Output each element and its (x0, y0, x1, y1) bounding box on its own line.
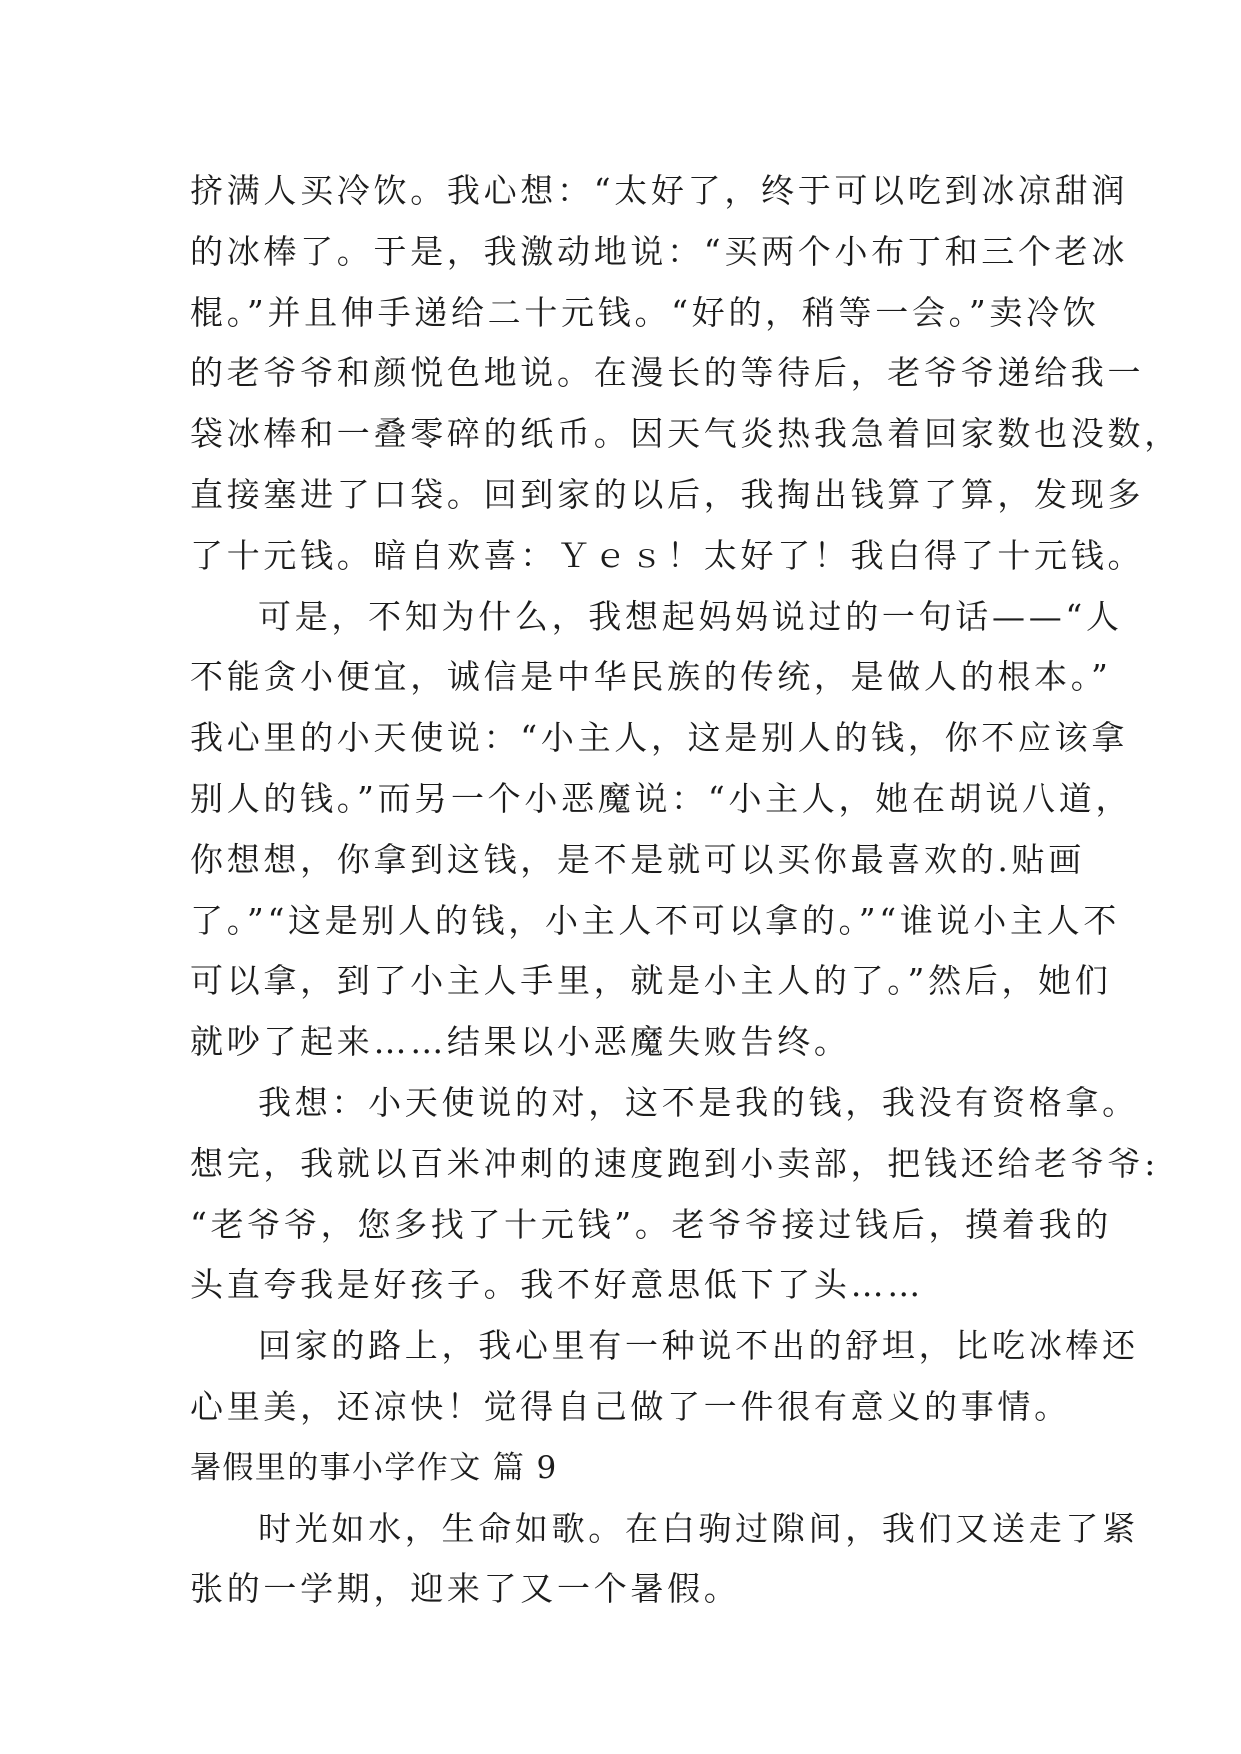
text-line: 挤满人买冷饮。我心想：“太好了，终于可以吃到冰凉甜润 (190, 171, 1129, 210)
text-line: 了十元钱。暗自欢喜：Ｙｅｓ！太好了！我白得了十元钱。 (190, 535, 1145, 575)
paragraph-first-line: 时光如水，生命如歌。在白驹过隙间，我们又送走了紧 (258, 1508, 1139, 1548)
text-line: 袋冰棒和一叠零碎的纸币。因天气炎热我急着回家数也没数， (190, 414, 1181, 454)
text-line: 了。”“这是别人的钱，小主人不可以拿的。”“谁说小主人不 (190, 900, 1121, 940)
paragraph-first-line: 回家的路上，我心里有一种说不出的舒坦，比吃冰棒还 (258, 1326, 1139, 1366)
text-line: 不能贪小便宜，诚信是中华民族的传统，是做人的根本。” (190, 657, 1112, 697)
paragraph-first-line: 我想：小天使说的对，这不是我的钱，我没有资格拿。 (258, 1082, 1139, 1122)
text-line: 可以拿，到了小主人手里，就是小主人的了。”然后，她们 (190, 961, 1112, 1001)
text-line: 的老爷爷和颜悦色地说。在漫长的等待后，老爷爷递给我一 (190, 353, 1145, 393)
section-heading: 暑假里的事小学作文 篇 9 (190, 1449, 558, 1486)
text-line: 心里美，还凉快！觉得自己做了一件很有意义的事情。 (190, 1386, 1071, 1426)
text-line: “老爷爷，您多找了十元钱”。老爷爷接过钱后，摸着我的 (190, 1204, 1112, 1244)
text-line: 头直夸我是好孩子。我不好意思低下了头…… (190, 1265, 924, 1305)
text-line: 别人的钱。”而另一个小恶魔说：“小主人，她在胡说八道， (190, 778, 1133, 818)
text-line: 棍。”并且伸手递给二十元钱。“好的，稍等一会。”卖冷饮 (190, 292, 1100, 332)
paragraph-first-line: 可是，不知为什么，我想起妈妈说过的一句话——“人 (258, 596, 1123, 636)
text-line: 的冰棒了。于是，我激动地说：“买两个小布丁和三个老冰 (190, 231, 1129, 271)
text-line: 你想想，你拿到这钱，是不是就可以买你最喜欢的.贴画 (190, 839, 1085, 879)
document-body (190, 161, 1181, 1620)
text-line: 直接塞进了口袋。回到家的以后，我掏出钱算了算，发现多 (190, 474, 1145, 514)
text-line: 就吵了起来……结果以小恶魔失败告终。 (190, 1022, 851, 1062)
text-line: 我心里的小天使说：“小主人，这是别人的钱，你不应该拿 (190, 718, 1129, 758)
text-line: 想完，我就以百米冲刺的速度跑到小卖部，把钱还给老爷爷: (190, 1143, 1160, 1183)
text-line: 张的一学期，迎来了又一个暑假。 (190, 1569, 741, 1609)
